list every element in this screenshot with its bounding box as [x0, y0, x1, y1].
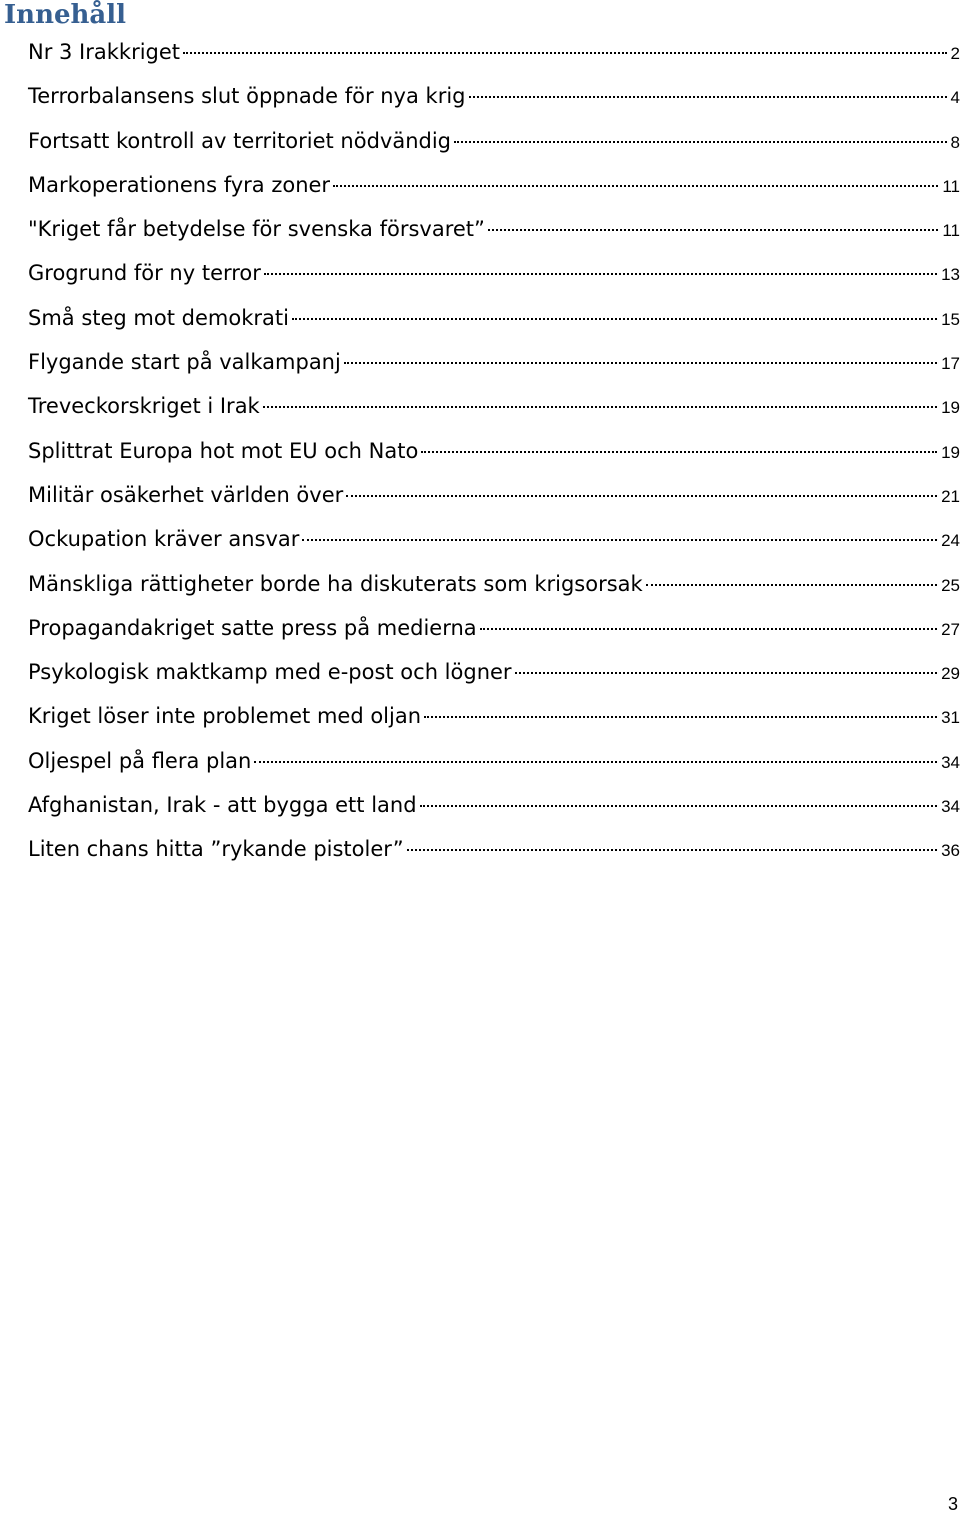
toc-entry-page: 27: [941, 619, 960, 639]
toc-entry-page: 25: [941, 575, 960, 595]
toc-entry[interactable]: [28, 207, 960, 251]
toc-entry-page: 34: [941, 797, 960, 817]
toc-entry[interactable]: [28, 694, 960, 738]
toc-dot-leader: [302, 539, 937, 541]
toc-entry[interactable]: [28, 473, 960, 517]
toc-entry-page: 4: [950, 88, 960, 108]
toc-dot-leader: [420, 805, 938, 807]
toc-heading: Innehåll: [4, 0, 127, 30]
toc-dot-leader: [263, 406, 937, 408]
toc-dot-leader: [333, 185, 938, 187]
toc-entry[interactable]: [28, 739, 960, 783]
toc-dot-leader: [515, 672, 938, 674]
toc-entry[interactable]: [28, 384, 960, 428]
toc-entry[interactable]: [28, 340, 960, 384]
toc-entry-page: 8: [950, 132, 960, 152]
toc-entry[interactable]: [28, 783, 960, 827]
toc-entry[interactable]: [28, 163, 960, 207]
toc-entry-page: 17: [941, 354, 960, 374]
toc-dot-leader: [424, 716, 937, 718]
toc-entry-title: Små steg mot demokrati: [28, 305, 289, 330]
toc-entry[interactable]: [28, 562, 960, 606]
toc-entry-page: 2: [950, 44, 960, 63]
toc-entry-page: 34: [941, 752, 960, 772]
toc-entry-title: Militär osäkerhet världen över: [28, 482, 344, 507]
toc-dot-leader: [346, 495, 937, 497]
toc-entry-title: Splittrat Europa hot mot EU och Nato: [28, 438, 419, 463]
toc-dot-leader: [421, 451, 937, 453]
toc-entry-title: Psykologisk maktkamp med e-post och lögner: [28, 660, 512, 685]
toc-dot-leader: [407, 849, 937, 851]
toc-entry[interactable]: [28, 119, 960, 163]
toc-entry-page: 19: [941, 442, 960, 462]
toc-entry[interactable]: [28, 606, 960, 650]
toc-list: [28, 30, 960, 872]
toc-entry-title: "Kriget får betydelse för svenska försvaret”: [28, 217, 485, 242]
toc-entry[interactable]: [28, 74, 960, 118]
toc-dot-leader: [488, 229, 938, 231]
toc-entry-title: Afghanistan, Irak - att bygga ett land: [28, 793, 417, 818]
toc-dot-leader: [646, 584, 937, 586]
toc-entry-title: Flygande start på valkampanj: [28, 350, 341, 375]
toc-entry-page: 31: [941, 708, 960, 728]
toc-entry-page: 15: [941, 309, 960, 329]
toc-entry-title: Oljespel på flera plan: [28, 748, 252, 773]
toc-dot-leader: [264, 273, 937, 275]
toc-entry[interactable]: [28, 517, 960, 561]
toc-entry[interactable]: [28, 251, 960, 295]
toc-entry-title: Ockupation kräver ansvar: [28, 527, 300, 552]
toc-entry-title: Mänskliga rättigheter borde ha diskuterats som krigsorsak: [28, 571, 643, 596]
toc-entry-page: 21: [941, 486, 960, 506]
toc-entry-title: Treveckorskriget i Irak: [28, 394, 260, 419]
toc-entry-page: 19: [941, 398, 960, 418]
toc-entry-page: 24: [941, 531, 960, 551]
toc-entry-title: Fortsatt kontroll av territoriet nödvändig: [28, 128, 451, 153]
toc-entry[interactable]: [28, 429, 960, 473]
page-number: 3: [947, 1494, 958, 1514]
toc-dot-leader: [183, 52, 947, 54]
toc-dot-leader: [454, 141, 947, 143]
toc-entry-title: Kriget löser inte problemet med oljan: [28, 704, 422, 729]
toc-entry[interactable]: [28, 30, 960, 74]
toc-dot-leader: [344, 362, 937, 364]
toc-entry[interactable]: [28, 650, 960, 694]
toc-dot-leader: [480, 628, 937, 630]
toc-dot-leader: [469, 96, 947, 98]
toc-entry-title: Liten chans hitta ”rykande pistoler”: [28, 837, 404, 862]
toc-entry-page: 11: [942, 221, 960, 241]
toc-entry-page: 13: [941, 265, 960, 285]
toc-entry-title: Terrorbalansens slut öppnade för nya krig: [28, 84, 466, 109]
toc-entry-page: 29: [941, 664, 960, 684]
toc-entry[interactable]: [28, 827, 960, 871]
toc-entry-title: Nr 3 Irakkriget: [28, 40, 181, 64]
toc-dot-leader: [292, 318, 937, 320]
toc-entry[interactable]: [28, 296, 960, 340]
toc-entry-page: 11: [942, 176, 960, 196]
toc-entry-page: 36: [941, 841, 960, 861]
toc-entry-title: Propagandakriget satte press på medierna: [28, 615, 477, 640]
toc-entry-title: Markoperationens fyra zoner: [28, 172, 331, 197]
toc-dot-leader: [254, 761, 937, 763]
toc-entry-title: Grogrund för ny terror: [28, 261, 261, 286]
